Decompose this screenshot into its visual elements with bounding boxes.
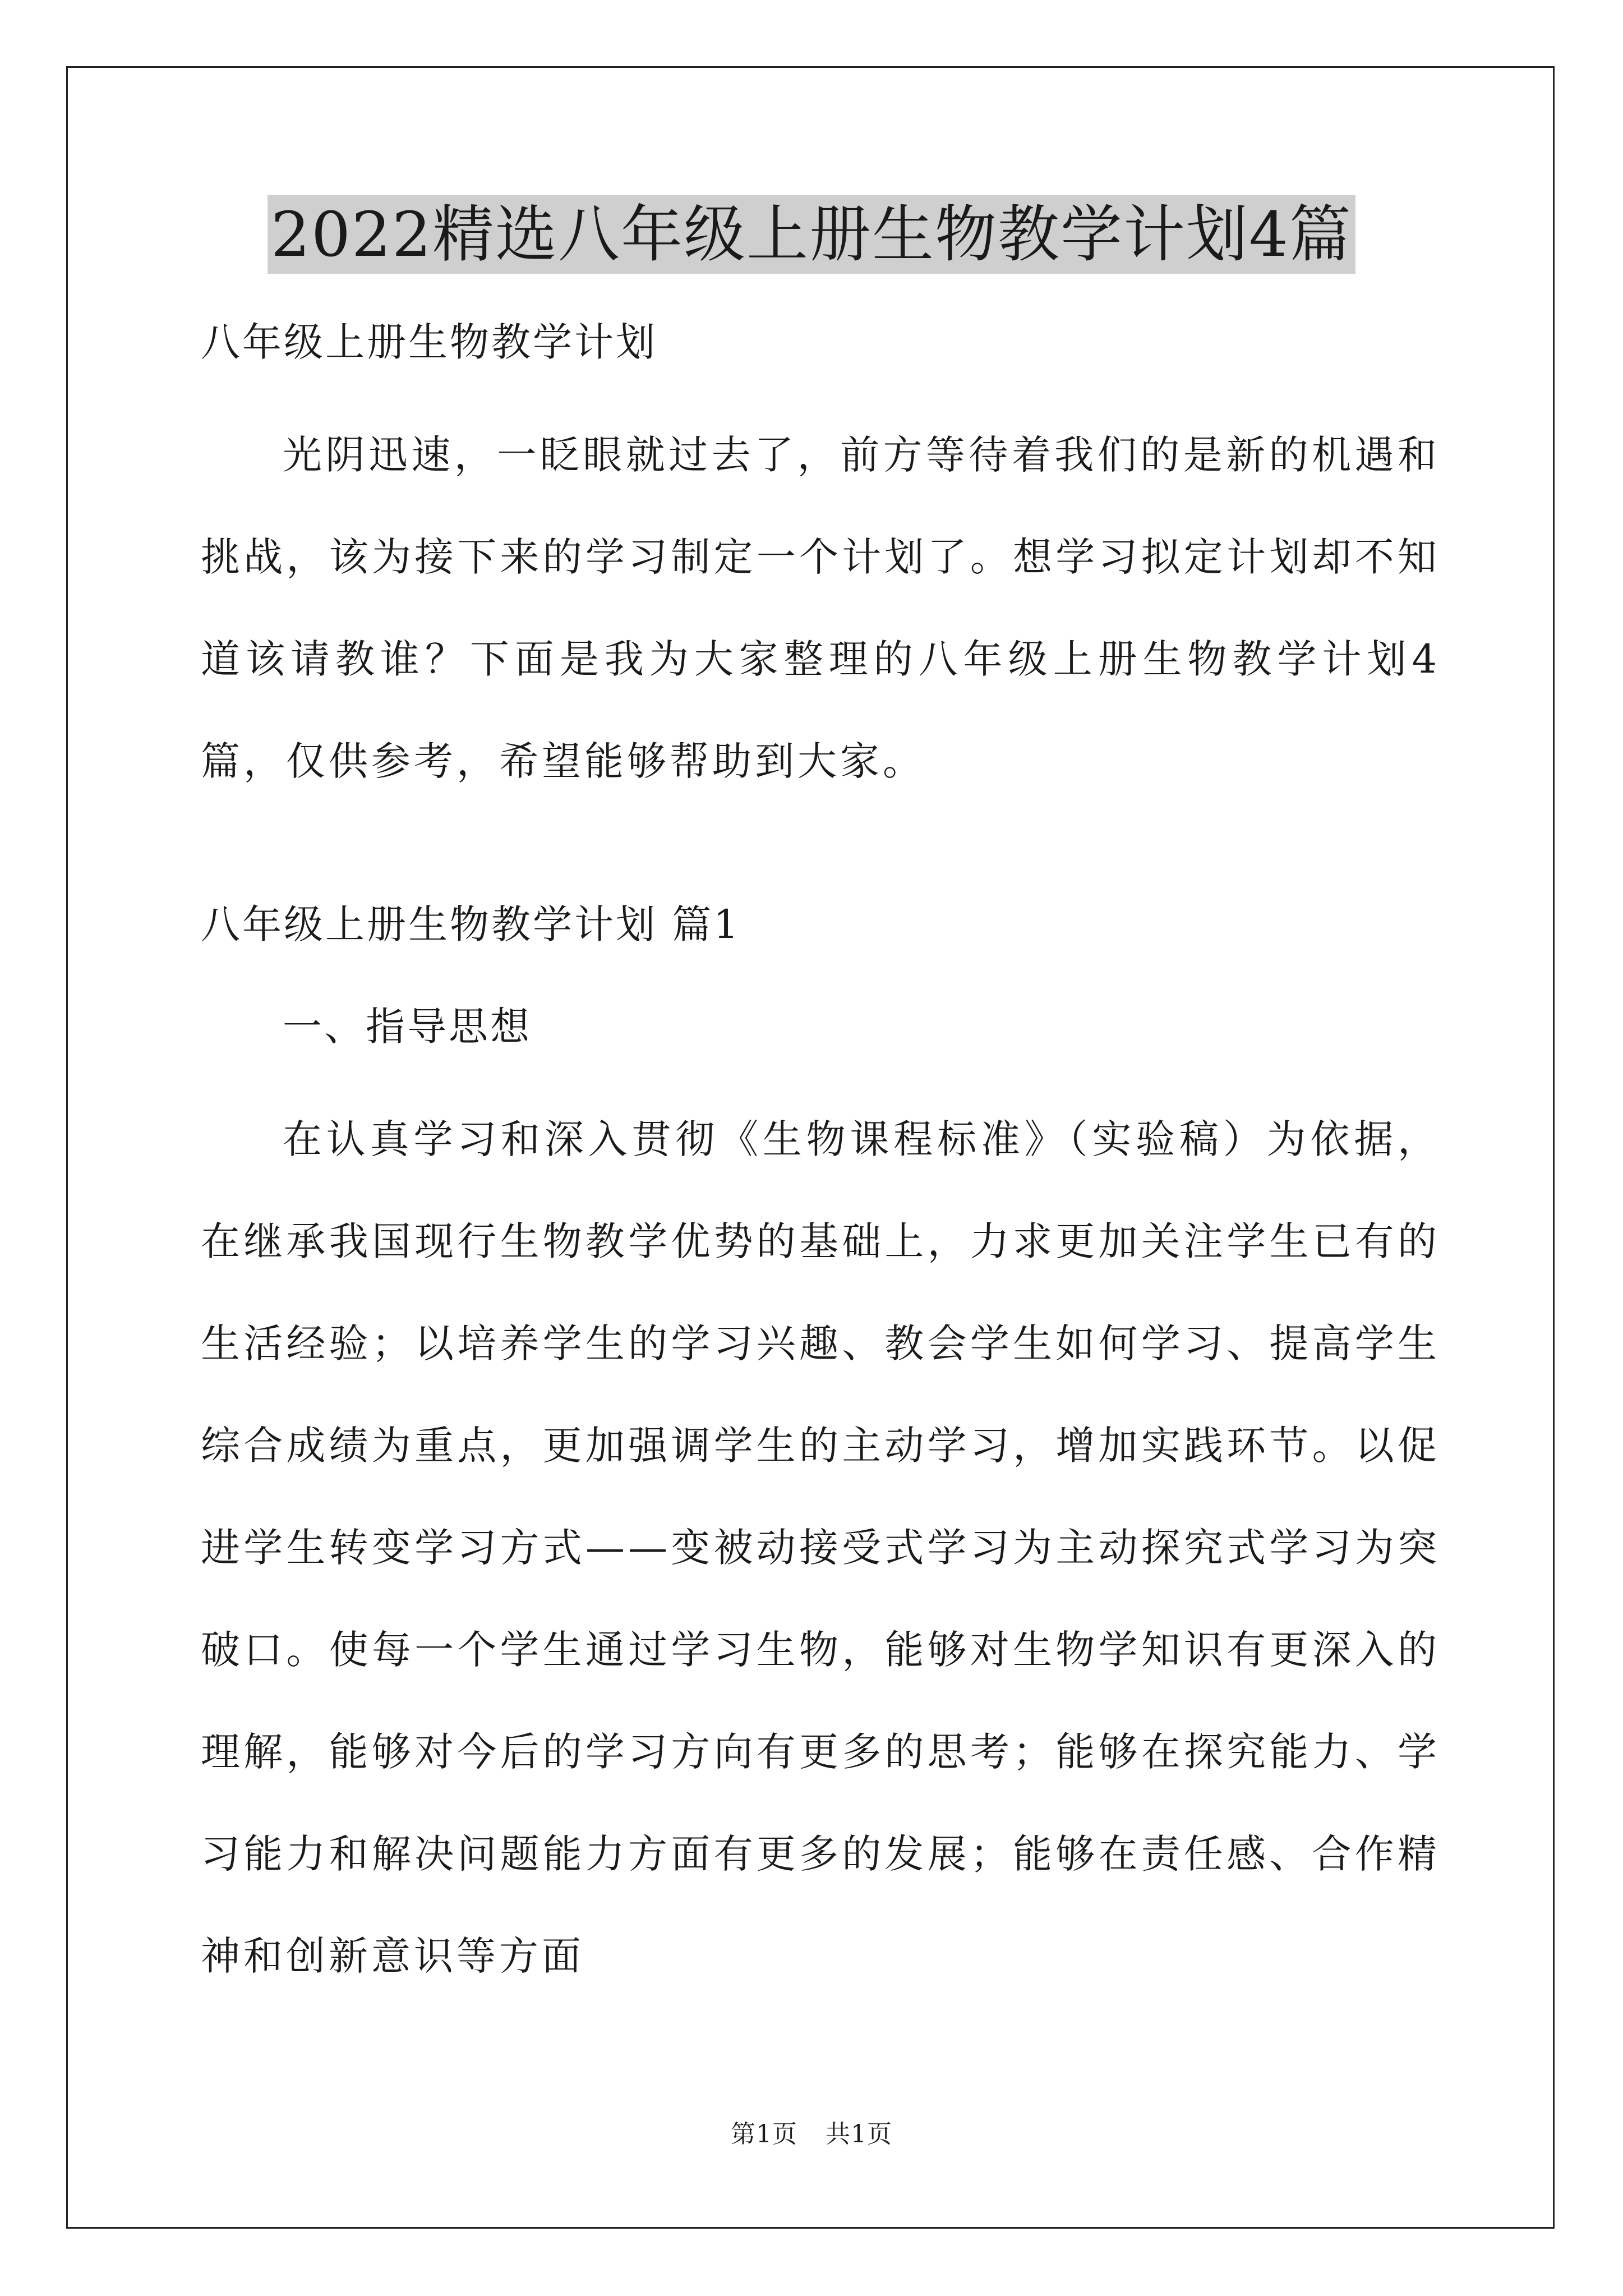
- page-footer: [0, 2118, 1623, 2151]
- intro-paragraph: 光阴迅速，一眨眼就过去了，前方等待着我们的是新的机遇和挑战，该为接下来的学习制定一个计划了。想学习拟定计划却不知道该请教谁？下面是我为大家整理的八年级上册生物教学计划4篇，仅供参考，希望能够帮助到大家。: [201, 432, 1440, 784]
- page-number: 第1页: [731, 2120, 797, 2148]
- section-heading: 八年级上册生物教学计划 篇1: [201, 901, 741, 947]
- document-title: 2022精选八年级上册生物教学计划4篇: [268, 195, 1355, 274]
- page-total: 共1页: [826, 2120, 892, 2148]
- intro-heading: 八年级上册生物教学计划: [201, 319, 657, 365]
- document-body: [201, 314, 1440, 2007]
- title-container: [0, 195, 1623, 274]
- body-paragraph: 在认真学习和深入贯彻《生物课程标准》（实验稿）为依据，在继承我国现行生物教学优势的基础上，力求更加关注学生已有的生活经验；以培养学生的学习兴趣、教会学生如何学习、提高学生综合成绩为重点，更加强调学生的主动学习，增加实践环节。以促进学生转变学习方式——变被动接受式学习为主动探究式学习为突破口。使每一个学生通过学习生物，能够对生物学知识有更深入的理解，能够对今后的学习方向有更多的思考；能够在探究能力、学习能力和解决问题能力方面有更多的发展；能够在责任感、合作精神和创新意识等方面: [201, 1116, 1440, 1979]
- subsection-heading: 一、指导思想: [283, 1004, 532, 1050]
